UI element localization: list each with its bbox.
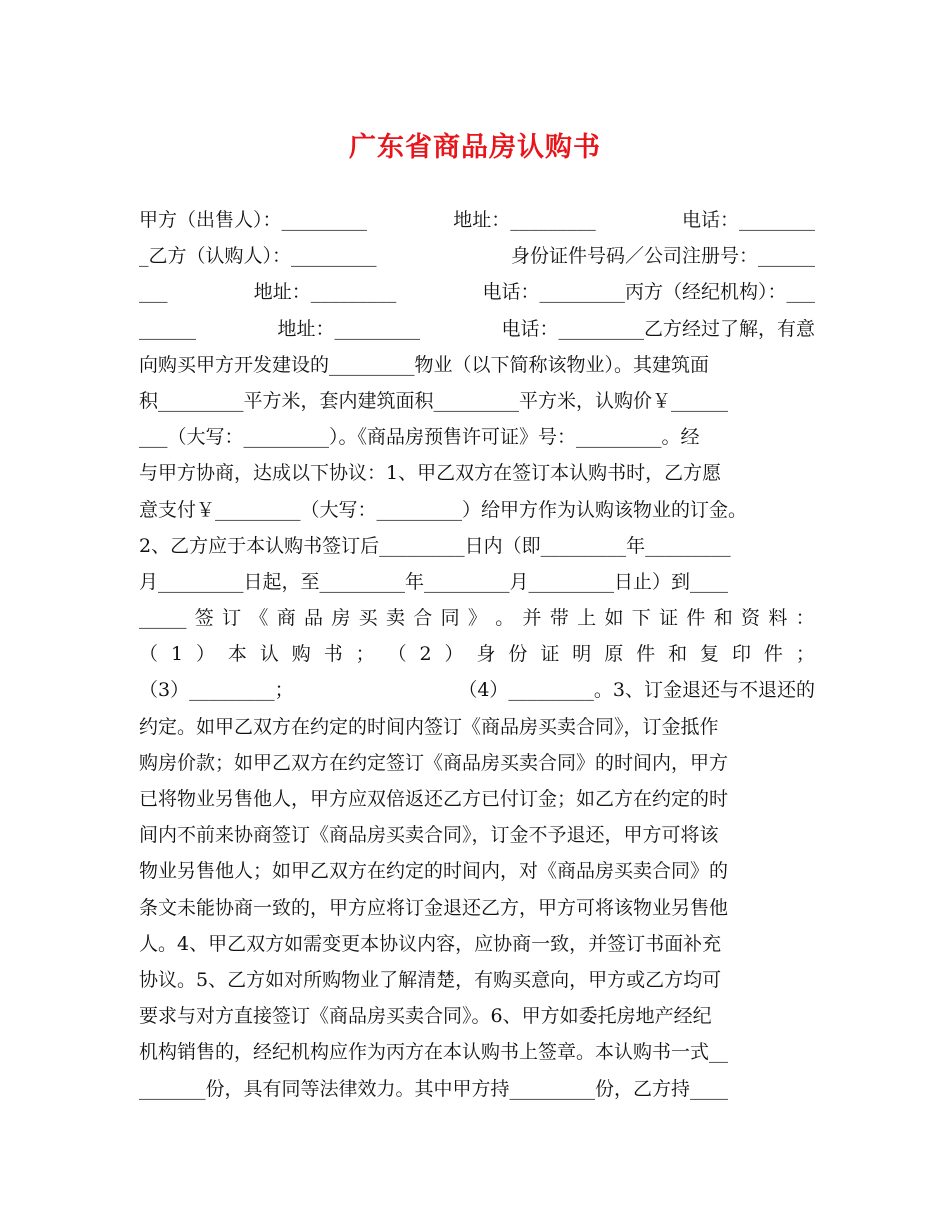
text-segment: 。 bbox=[495, 607, 515, 630]
text-segment: 件 bbox=[686, 607, 706, 630]
text-segment: 证 bbox=[540, 643, 560, 666]
text-segment: ； bbox=[795, 643, 815, 666]
text-segment: 卖 bbox=[385, 607, 405, 630]
text-line bbox=[139, 745, 815, 781]
text-segment: 认 bbox=[259, 643, 279, 666]
text-segment: 如 bbox=[604, 607, 624, 630]
text-segment: 《 bbox=[249, 607, 269, 630]
text-line bbox=[139, 455, 815, 491]
text-line bbox=[139, 998, 815, 1034]
text-segment: 物业另售他人；如甲乙双方在约定的时间内，对《商品房买卖合同》的 bbox=[139, 860, 729, 883]
text-segment: 向购买甲方开发建设的_________物业（以下简称该物业）。其建筑面 bbox=[139, 353, 710, 376]
text-segment: ） bbox=[444, 643, 464, 666]
text-segment: 条文未能协商一致的，甲方应将订金退还乙方，甲方可将该物业另售他 bbox=[139, 896, 729, 919]
text-segment: 已将物业另售他人，甲方应双倍返还乙方已付订金；如乙方在约定的时 bbox=[139, 788, 729, 810]
text-segment: 同 bbox=[440, 607, 460, 630]
text-segment: 2、乙方应于本认购书签订后_________日内（即_________年_________ bbox=[139, 534, 731, 557]
text-line bbox=[139, 1071, 815, 1107]
text-line bbox=[139, 817, 815, 853]
text-segment: ___（大写：_________）。《商品房预售许可证》号：_________。经 bbox=[139, 426, 700, 449]
text-segment: 合 bbox=[413, 607, 433, 630]
text-segment: 带 bbox=[549, 607, 569, 630]
text-segment: _______份，具有同等法律效力。其中甲方持_________份，乙方持____ bbox=[139, 1077, 729, 1100]
text-segment: ； bbox=[355, 643, 375, 666]
text-segment: 甲方（出售人）：_________ bbox=[139, 209, 368, 231]
text-segment: 月_________日起，至_________年_________月_________日止）到____ bbox=[139, 570, 729, 593]
text-segment: 本 bbox=[227, 643, 247, 666]
text-segment: 下 bbox=[631, 607, 651, 630]
text-segment: 上 bbox=[577, 607, 597, 630]
text-segment: 2 bbox=[419, 643, 432, 666]
text-line bbox=[139, 1034, 815, 1070]
text-segment: （ bbox=[139, 643, 159, 666]
text-segment: 明 bbox=[572, 643, 592, 666]
text-segment: 地址：_________ bbox=[253, 281, 397, 304]
text-segment: 件 bbox=[763, 643, 783, 666]
text-segment: ） bbox=[195, 643, 215, 666]
text-segment: ______ bbox=[139, 317, 196, 340]
text-segment: 印 bbox=[731, 643, 751, 666]
text-line bbox=[139, 528, 815, 564]
text-segment: _____ bbox=[139, 607, 187, 630]
text-segment: 并 bbox=[522, 607, 542, 630]
text-segment: 签 bbox=[194, 607, 214, 630]
text-segment: ： bbox=[795, 607, 815, 630]
text-line bbox=[139, 564, 815, 600]
text-segment: 地址：_________ bbox=[277, 317, 420, 340]
text-line bbox=[139, 311, 815, 347]
text-segment: 积_________平方米，套内建筑面积_________平方米，认购价￥______ bbox=[139, 389, 729, 412]
text-line bbox=[139, 890, 815, 926]
text-line bbox=[139, 492, 815, 528]
text-line bbox=[139, 238, 815, 274]
text-segment: （4）_________。3、订金退还与不退还的 bbox=[458, 679, 815, 702]
text-segment: 品 bbox=[304, 607, 324, 630]
text-segment: 订 bbox=[222, 607, 242, 630]
text-line bbox=[139, 202, 815, 238]
text-segment: 电话：_________丙方（经纪机构）：___ bbox=[482, 281, 815, 304]
text-line bbox=[139, 781, 815, 817]
text-line bbox=[139, 962, 815, 998]
text-segment: 人。4、甲乙双方如需变更本协议内容，应协商一致，并签订书面补充 bbox=[139, 932, 722, 955]
text-segment: 身 bbox=[476, 643, 496, 666]
text-segment: 机构销售的，经纪机构应作为丙方在本认购书上签章。本认购书一式__ bbox=[139, 1041, 729, 1064]
text-segment: 要求与对方直接签订《商品房买卖合同》。6、甲方如委托房地产经纪 bbox=[139, 1005, 712, 1028]
text-line bbox=[139, 347, 815, 383]
text-segment: 电话：________ bbox=[681, 209, 815, 231]
text-line bbox=[139, 636, 815, 672]
text-segment: 》 bbox=[467, 607, 487, 630]
text-segment: 房 bbox=[331, 607, 351, 630]
text-segment: 和 bbox=[668, 643, 688, 666]
text-segment: 1 bbox=[170, 643, 184, 666]
text-segment: ___ bbox=[139, 281, 168, 304]
text-segment: 证 bbox=[659, 607, 679, 630]
text-segment: 购 bbox=[291, 643, 311, 666]
text-segment: 地址：_________ bbox=[453, 209, 596, 231]
text-segment: 身份证件号码／公司注册号：______ bbox=[510, 245, 815, 268]
text-segment: 份 bbox=[508, 643, 528, 666]
text-segment: （ bbox=[387, 643, 407, 666]
text-segment: 复 bbox=[700, 643, 720, 666]
text-line bbox=[139, 709, 815, 745]
text-segment: 资 bbox=[741, 607, 761, 630]
text-segment: 约定。如甲乙双方在约定的时间内签订《商品房买卖合同》，订金抵作 bbox=[139, 715, 719, 738]
text-segment: 购房价款；如甲乙双方在约定签订《商品房买卖合同》的时间内，甲方 bbox=[139, 751, 729, 774]
text-line bbox=[139, 853, 815, 889]
text-segment: 协议。5、乙方如对所购物业了解清楚，有购买意向，甲方或乙方均可 bbox=[139, 968, 722, 991]
text-segment: _乙方（认购人）：_________ bbox=[139, 245, 377, 268]
text-segment: 与甲方协商，达成以下协议：1、甲乙双方在签订本认购书时，乙方愿 bbox=[139, 462, 722, 485]
text-segment: （3）_________； bbox=[139, 679, 294, 702]
text-line bbox=[139, 274, 815, 310]
text-segment: 件 bbox=[636, 643, 656, 666]
text-line bbox=[139, 600, 815, 636]
text-line bbox=[139, 419, 815, 455]
text-segment: 书 bbox=[323, 643, 343, 666]
text-segment: 买 bbox=[358, 607, 378, 630]
text-segment: 意支付￥_________（大写：_________）给甲方作为认购该物业的订金。 bbox=[139, 498, 748, 521]
text-line bbox=[139, 926, 815, 962]
text-segment: 商 bbox=[276, 607, 296, 630]
text-segment: 料 bbox=[768, 607, 788, 630]
text-segment: 和 bbox=[713, 607, 733, 630]
text-segment: 原 bbox=[604, 643, 624, 666]
text-line bbox=[139, 672, 815, 708]
document-body bbox=[139, 202, 815, 1107]
document-title: 广东省商品房认购书 bbox=[349, 132, 601, 163]
text-line bbox=[139, 383, 815, 419]
text-segment: 电话：_________乙方经过了解，有意 bbox=[501, 317, 815, 340]
text-segment: 间内不前来协商签订《商品房买卖合同》，订金不予退还，甲方可将该 bbox=[139, 824, 719, 847]
